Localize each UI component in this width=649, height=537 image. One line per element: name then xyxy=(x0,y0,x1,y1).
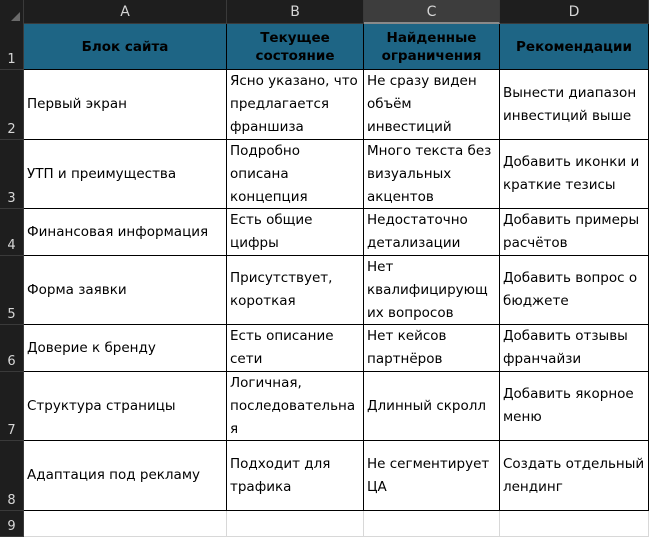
empty-cell[interactable] xyxy=(24,511,227,537)
row-header-5[interactable]: 5 xyxy=(0,256,24,325)
table-cell[interactable]: Вынести диапазон инвестиций выше xyxy=(500,70,649,140)
row-header-1[interactable]: 1 xyxy=(0,24,24,70)
table-cell[interactable]: Первый экран xyxy=(24,70,227,140)
table-cell[interactable]: УТП и преимущества xyxy=(24,140,227,209)
column-header-c[interactable]: C xyxy=(364,0,500,24)
row-header-6[interactable]: 6 xyxy=(0,325,24,372)
table-cell[interactable]: Создать отдельный лендинг xyxy=(500,441,649,511)
table-cell[interactable]: Добавить вопрос о бюджете xyxy=(500,256,649,325)
table-cell[interactable]: Доверие к бренду xyxy=(24,325,227,372)
table-cell[interactable]: Добавить примеры расчётов xyxy=(500,209,649,256)
table-cell[interactable]: Подходит для трафика xyxy=(227,441,364,511)
table-cell[interactable]: Логичная, последовательная xyxy=(227,372,364,441)
table-header-cell[interactable]: Текущее состояние xyxy=(227,24,364,70)
table-cell[interactable]: Нет кейсов партнёров xyxy=(364,325,500,372)
table-cell[interactable]: Недостаточно детализации xyxy=(364,209,500,256)
table-cell[interactable]: Добавить иконки и краткие тезисы xyxy=(500,140,649,209)
table-cell[interactable]: Есть описание сети xyxy=(227,325,364,372)
empty-cell[interactable] xyxy=(500,511,649,537)
table-cell[interactable]: Нет квалифицирующих вопросов xyxy=(364,256,500,325)
table-cell[interactable]: Добавить отзывы франчайзи xyxy=(500,325,649,372)
table-cell[interactable]: Подробно описана концепция xyxy=(227,140,364,209)
table-cell[interactable]: Не сегментирует ЦА xyxy=(364,441,500,511)
column-header-b[interactable]: B xyxy=(227,0,364,24)
row-header-7[interactable]: 7 xyxy=(0,372,24,441)
empty-cell[interactable] xyxy=(364,511,500,537)
select-all-corner[interactable] xyxy=(0,0,24,24)
row-header-4[interactable]: 4 xyxy=(0,209,24,256)
table-cell[interactable]: Добавить якорное меню xyxy=(500,372,649,441)
table-header-cell[interactable]: Найденные ограничения xyxy=(364,24,500,70)
table-cell[interactable]: Присутствует, короткая xyxy=(227,256,364,325)
column-header-a[interactable]: A xyxy=(24,0,227,24)
table-header-cell[interactable]: Блок сайта xyxy=(24,24,227,70)
table-cell[interactable]: Структура страницы xyxy=(24,372,227,441)
column-header-d[interactable]: D xyxy=(500,0,649,24)
empty-cell[interactable] xyxy=(227,511,364,537)
table-cell[interactable]: Не сразу виден объём инвестиций xyxy=(364,70,500,140)
row-header-9[interactable]: 9 xyxy=(0,511,24,537)
row-header-2[interactable]: 2 xyxy=(0,70,24,140)
row-header-3[interactable]: 3 xyxy=(0,140,24,209)
table-cell[interactable]: Много текста без визуальных акцентов xyxy=(364,140,500,209)
table-cell[interactable]: Есть общие цифры xyxy=(227,209,364,256)
table-header-cell[interactable]: Рекомендации xyxy=(500,24,649,70)
table-cell[interactable]: Финансовая информация xyxy=(24,209,227,256)
table-cell[interactable]: Адаптация под рекламу xyxy=(24,441,227,511)
table-cell[interactable]: Ясно указано, что предлагается франшиза xyxy=(227,70,364,140)
row-header-8[interactable]: 8 xyxy=(0,441,24,511)
table-cell[interactable]: Форма заявки xyxy=(24,256,227,325)
table-cell[interactable]: Длинный скролл xyxy=(364,372,500,441)
